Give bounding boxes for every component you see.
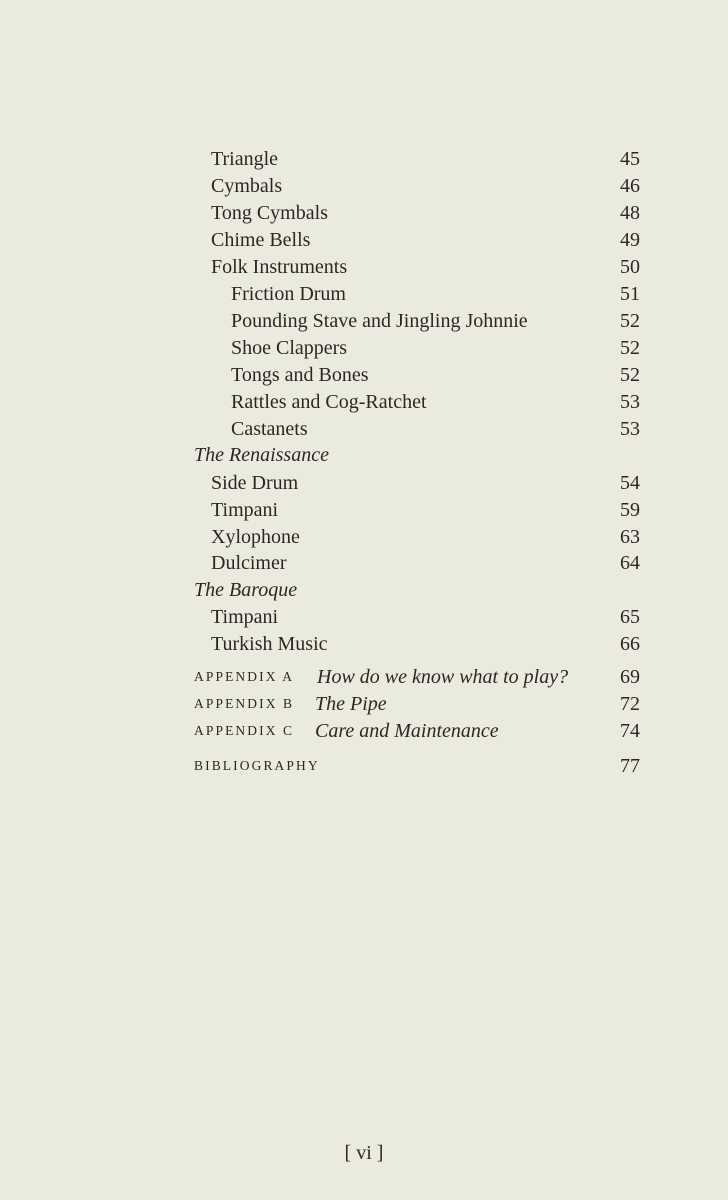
appendix-prefix: APPENDIX B bbox=[194, 696, 295, 711]
toc-page-number: 52 bbox=[620, 310, 640, 332]
toc-subentry bbox=[0, 416, 728, 443]
toc-entry bbox=[0, 146, 728, 173]
toc-page-number: 65 bbox=[620, 606, 640, 628]
toc-entry bbox=[0, 173, 728, 200]
toc-entry bbox=[0, 550, 728, 577]
toc-subentry bbox=[0, 308, 728, 335]
toc-page-number: 66 bbox=[620, 633, 640, 655]
toc-appendix-entry bbox=[0, 691, 728, 718]
toc-entry bbox=[0, 631, 728, 658]
toc-entry-title: Cymbals bbox=[211, 175, 283, 197]
bibliography-label: BIBLIOGRAPHY bbox=[194, 758, 320, 773]
toc-subentry bbox=[0, 362, 728, 389]
appendix-prefix: APPENDIX C bbox=[194, 723, 295, 738]
toc-page-number: 46 bbox=[620, 175, 640, 197]
toc-subentry bbox=[0, 389, 728, 416]
toc-page-number: 72 bbox=[620, 693, 640, 715]
toc-appendix-entry bbox=[0, 664, 728, 691]
toc-entry-title: Dulcimer bbox=[211, 552, 287, 574]
toc-page-number: 59 bbox=[620, 499, 640, 521]
toc-entry-title: Chime Bells bbox=[211, 229, 311, 251]
toc-bibliography-entry bbox=[0, 753, 728, 780]
toc-entry-title: Tong Cymbals bbox=[211, 202, 328, 224]
toc-page-number: 64 bbox=[620, 552, 640, 574]
toc-entry-title: Castanets bbox=[231, 418, 308, 440]
section-heading-baroque: The Baroque bbox=[194, 579, 298, 601]
toc-entry bbox=[0, 254, 728, 281]
toc-entry bbox=[0, 524, 728, 551]
toc-page-number: 48 bbox=[620, 202, 640, 224]
toc-entry-title: Folk Instruments bbox=[211, 256, 348, 278]
toc-entry-title: Timpani bbox=[211, 499, 279, 521]
toc-entry-title: Tongs and Bones bbox=[231, 364, 369, 386]
toc-page-number: 52 bbox=[620, 337, 640, 359]
toc-page-number: 52 bbox=[620, 364, 640, 386]
appendix-title: The Pipe bbox=[315, 693, 387, 715]
toc-entry-title: Shoe Clappers bbox=[231, 337, 348, 359]
toc-entry-title: Triangle bbox=[211, 148, 279, 170]
appendix-title: Care and Maintenance bbox=[315, 720, 499, 742]
appendix-prefix: APPENDIX A bbox=[194, 669, 295, 684]
toc-entry-title: Xylophone bbox=[211, 526, 300, 548]
toc-entry bbox=[0, 470, 728, 497]
toc-subentry bbox=[0, 335, 728, 362]
toc-entry bbox=[0, 227, 728, 254]
section-heading-renaissance: The Renaissance bbox=[194, 444, 329, 466]
toc-entry bbox=[0, 604, 728, 631]
toc-entry-title: Turkish Music bbox=[211, 633, 328, 655]
toc-page-number: 74 bbox=[620, 720, 640, 742]
toc-section-heading bbox=[0, 442, 728, 469]
toc-section-heading bbox=[0, 577, 728, 604]
toc-entry-title: Friction Drum bbox=[231, 283, 346, 305]
appendix-title: How do we know what to play? bbox=[317, 666, 569, 688]
toc-entry bbox=[0, 200, 728, 227]
toc-page-number: 50 bbox=[620, 256, 640, 278]
toc-page-number: 45 bbox=[620, 148, 640, 170]
page-folio: [ vi ] bbox=[344, 1142, 384, 1164]
toc-page-number: 69 bbox=[620, 666, 640, 688]
toc-entry-title: Rattles and Cog-Ratchet bbox=[231, 391, 427, 413]
toc-entry-title: Side Drum bbox=[211, 472, 299, 494]
toc-page-number: 53 bbox=[620, 418, 640, 440]
toc-entry bbox=[0, 497, 728, 524]
toc-page-number: 77 bbox=[620, 755, 640, 777]
toc-page-number: 51 bbox=[620, 283, 640, 305]
toc-appendix-entry bbox=[0, 718, 728, 745]
toc-page-number: 53 bbox=[620, 391, 640, 413]
toc-subentry bbox=[0, 281, 728, 308]
toc-page-number: 49 bbox=[620, 229, 640, 251]
toc-page-number: 54 bbox=[620, 472, 640, 494]
toc-entry-title: Timpani bbox=[211, 606, 279, 628]
toc-entry-title: Pounding Stave and Jingling Johnnie bbox=[231, 310, 528, 332]
toc-page-number: 63 bbox=[620, 526, 640, 548]
